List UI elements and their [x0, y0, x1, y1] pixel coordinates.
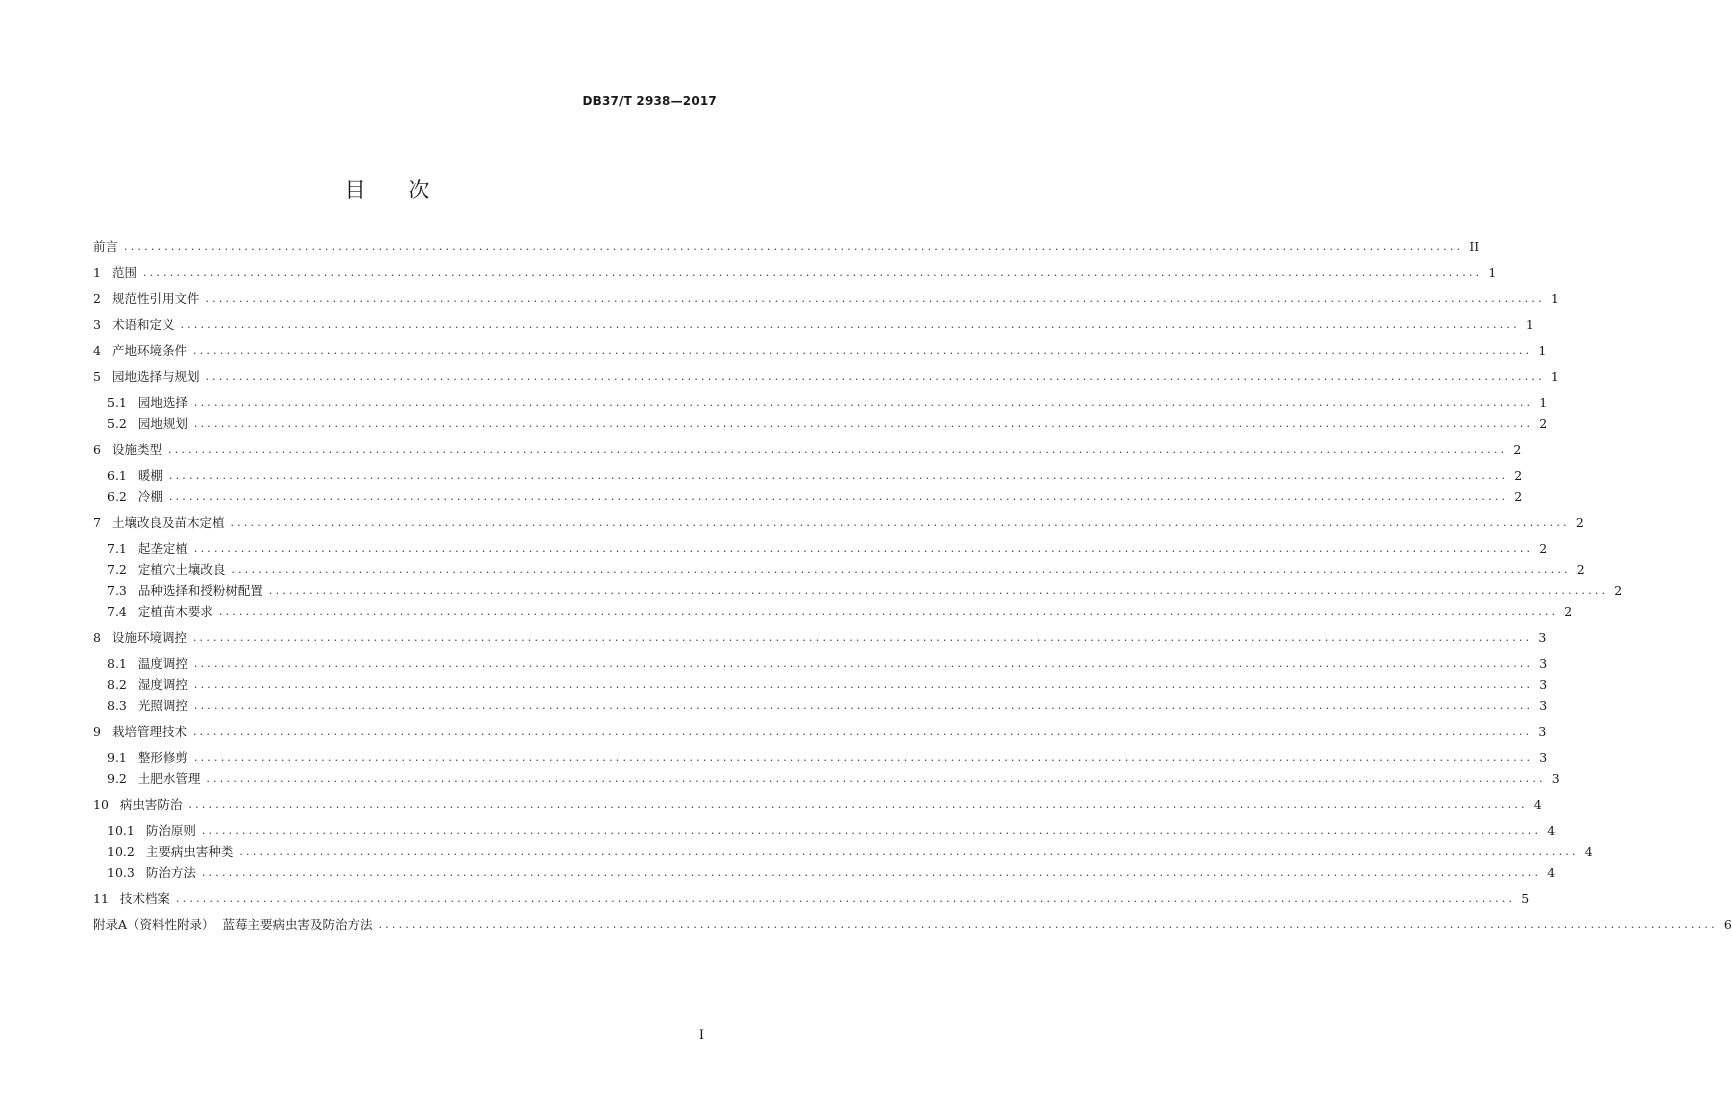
toc-entry[interactable] [93, 889, 1530, 909]
toc-entry-title: 病虫害防治 [119, 797, 183, 812]
toc-entry-number: 7 [93, 515, 101, 530]
toc-entry-page: 1 [1550, 291, 1559, 306]
toc-entry-title: 园地规划 [137, 416, 188, 431]
toc-entry-title: 冷棚 [137, 489, 163, 504]
toc-entry-title: 光照调控 [137, 698, 188, 713]
toc-entry-number: 10 [93, 797, 109, 812]
toc-dot-leader: ........................................................................................................................................................................................................ [205, 370, 1545, 383]
toc-entry-page: 2 [1576, 562, 1585, 577]
toc-dot-leader: ........................................................................................................................................................................................................ [193, 396, 1534, 409]
toc-entry[interactable] [93, 289, 1559, 309]
toc-entry-number: 9.1 [107, 750, 127, 765]
toc-entry-number: 8.2 [107, 677, 127, 692]
toc-dot-leader: ........................................................................................................................................................................................................ [230, 516, 1570, 529]
toc-entry-title: 附录A（资料性附录） 蓝莓主要病虫害及防治方法 [93, 917, 373, 932]
toc-entry[interactable] [107, 560, 1585, 580]
toc-dot-leader: ........................................................................................................................................................................................................ [175, 892, 1516, 905]
toc-dot-leader: ........................................................................................................................................................................................................ [193, 678, 1534, 691]
toc-entry-page: 4 [1547, 865, 1556, 880]
toc-entry[interactable] [93, 440, 1522, 460]
toc-entry-number: 5.1 [107, 395, 127, 410]
toc-entry-number: 8 [93, 630, 101, 645]
toc-entry-page: 1 [1550, 369, 1559, 384]
toc-entry-title: 园地选择与规划 [111, 369, 200, 384]
toc-dot-leader: ........................................................................................................................................................................................................ [201, 824, 1542, 837]
toc-entry[interactable] [107, 602, 1573, 622]
toc-entry-title: 主要病虫害种类 [145, 844, 234, 859]
toc-entry-title: 防治方法 [145, 865, 196, 880]
toc-entry[interactable] [107, 863, 1556, 883]
toc-dot-leader: ........................................................................................................................................................................................................ [142, 266, 1483, 279]
toc-entry-page: 3 [1539, 750, 1548, 765]
toc-entry[interactable] [107, 654, 1548, 674]
toc-entry-page: 3 [1551, 771, 1560, 786]
toc-entry-title: 定植苗木要求 [137, 604, 213, 619]
toc-entry[interactable] [93, 315, 1534, 335]
toc-entry-page: 3 [1538, 724, 1547, 739]
toc-entry-title: 湿度调控 [137, 677, 188, 692]
toc-dot-leader: ........................................................................................................................................................................................................ [201, 866, 1542, 879]
toc-entry-page: 3 [1538, 630, 1547, 645]
toc-dot-leader: ........................................................................................................................................................................................................ [193, 657, 1534, 670]
toc-entry[interactable] [93, 513, 1584, 533]
toc-entry-page: 3 [1539, 656, 1548, 671]
toc-entry-page: 4 [1533, 797, 1542, 812]
toc-entry-number: 9.2 [107, 771, 127, 786]
toc-entry-page: 2 [1514, 468, 1523, 483]
toc-entry-title: 栽培管理技术 [111, 724, 187, 739]
toc-entry-number: 5 [93, 369, 101, 384]
toc-entry-title: 土壤改良及苗木定植 [111, 515, 225, 530]
toc-entry-page: II [1469, 239, 1480, 254]
toc-entry-number: 7.4 [107, 604, 127, 619]
toc-entry[interactable] [107, 769, 1560, 789]
toc-entry-number: 10.3 [107, 865, 135, 880]
toc-entry-page: 2 [1539, 416, 1548, 431]
toc-entry[interactable] [93, 795, 1542, 815]
toc-entry-page: 1 [1539, 395, 1548, 410]
toc-dot-leader: ........................................................................................................................................................................................................ [180, 318, 1520, 331]
page-title: 目 次 [344, 178, 448, 202]
toc-entry[interactable] [93, 263, 1497, 283]
toc-dot-leader: ........................................................................................................................................................................................................ [193, 699, 1534, 712]
toc-dot-leader: ........................................................................................................................................................................................................ [192, 725, 1533, 738]
toc-entry-title: 定植穴土壤改良 [137, 562, 226, 577]
toc-dot-leader: ........................................................................................................................................................................................................ [205, 292, 1545, 305]
toc-entry-page: 1 [1488, 265, 1497, 280]
toc-entry-number: 10.1 [107, 823, 135, 838]
toc-entry-number: 4 [93, 343, 101, 358]
toc-entry-page: 1 [1525, 317, 1534, 332]
toc-entry-page: 2 [1564, 604, 1573, 619]
toc-entry-title: 暖棚 [137, 468, 163, 483]
toc-entry-number: 8.1 [107, 656, 127, 671]
toc-entry-title: 防治原则 [145, 823, 196, 838]
standard-code: DB37/T 2938—2017 [582, 94, 717, 108]
toc-entry[interactable] [107, 539, 1548, 559]
toc-dot-leader: ........................................................................................................................................................................................................ [124, 240, 1464, 253]
toc-dot-leader: ........................................................................................................................................................................................................ [378, 918, 1718, 931]
toc-entry-title: 温度调控 [137, 656, 188, 671]
toc-entry-title: 规范性引用文件 [111, 291, 200, 306]
toc-dot-leader: ........................................................................................................................................................................................................ [167, 443, 1508, 456]
toc-dot-leader: ........................................................................................................................................................................................................ [188, 798, 1528, 811]
toc-entry-page: 3 [1539, 698, 1548, 713]
toc-dot-leader: ........................................................................................................................................................................................................ [193, 542, 1534, 555]
toc-entry[interactable] [107, 842, 1593, 862]
toc-entry-title: 前言 [93, 239, 119, 254]
toc-entry-number: 7.2 [107, 562, 127, 577]
toc-entry-title: 品种选择和授粉树配置 [137, 583, 263, 598]
toc-entry-number: 7.1 [107, 541, 127, 556]
toc-entry-number: 6 [93, 442, 101, 457]
toc-entry-title: 起垄定植 [137, 541, 188, 556]
toc-entry[interactable] [107, 675, 1548, 695]
toc-entry[interactable] [107, 821, 1556, 841]
toc-entry-page: 3 [1539, 677, 1548, 692]
toc-entry-title: 技术档案 [119, 891, 170, 906]
toc-entry[interactable] [107, 581, 1623, 601]
toc-entry-number: 6.2 [107, 489, 127, 504]
toc-dot-leader: ........................................................................................................................................................................................................ [268, 584, 1609, 597]
toc-entry-page: 2 [1514, 489, 1523, 504]
toc-entry-title: 术语和定义 [111, 317, 175, 332]
toc-entry-page: 2 [1539, 541, 1548, 556]
toc-dot-leader: ........................................................................................................................................................................................................ [192, 344, 1533, 357]
toc-entry[interactable] [107, 487, 1523, 507]
toc-dot-leader: ........................................................................................................................................................................................................ [193, 417, 1534, 430]
toc-entry-page: 2 [1614, 583, 1623, 598]
toc-entry-page: 4 [1584, 844, 1593, 859]
toc-entry-number: 3 [93, 317, 101, 332]
toc-dot-leader: ........................................................................................................................................................................................................ [193, 751, 1534, 764]
toc-entry-number: 5.2 [107, 416, 127, 431]
toc-entry-page: 4 [1547, 823, 1556, 838]
toc-entry[interactable] [107, 393, 1548, 413]
toc-dot-leader: ........................................................................................................................................................................................................ [168, 469, 1509, 482]
toc-entry-title: 设施环境调控 [111, 630, 187, 645]
toc-entry[interactable] [93, 341, 1547, 361]
toc-dot-leader: ........................................................................................................................................................................................................ [192, 631, 1533, 644]
toc-entry-page: 6 [1723, 917, 1732, 932]
toc-entry-number: 9 [93, 724, 101, 739]
toc-entry-number: 7.3 [107, 583, 127, 598]
toc-entry-title: 设施类型 [111, 442, 162, 457]
toc-entry-number: 10.2 [107, 844, 135, 859]
toc-entry[interactable] [93, 237, 1480, 257]
toc-dot-leader: ........................................................................................................................................................................................................ [206, 772, 1546, 785]
toc-entry-title: 整形修剪 [137, 750, 188, 765]
toc-dot-leader: ........................................................................................................................................................................................................ [168, 490, 1509, 503]
toc-entry-title: 产地环境条件 [111, 343, 187, 358]
toc-entry-number: 8.3 [107, 698, 127, 713]
toc-entry[interactable] [107, 466, 1523, 486]
toc-entry[interactable] [107, 414, 1548, 434]
toc-entry[interactable] [93, 367, 1559, 387]
toc-entry[interactable] [93, 722, 1547, 742]
toc-entry-number: 2 [93, 291, 101, 306]
toc-dot-leader: ........................................................................................................................................................................................................ [239, 845, 1579, 858]
toc-entry[interactable] [93, 915, 1732, 935]
toc-entry-page: 2 [1513, 442, 1522, 457]
toc-entry-number: 1 [93, 265, 101, 280]
toc-entry-page: 5 [1521, 891, 1530, 906]
toc-entry-number: 6.1 [107, 468, 127, 483]
toc-entry-title: 土肥水管理 [137, 771, 201, 786]
toc-entry-page: 1 [1538, 343, 1547, 358]
toc-dot-leader: ........................................................................................................................................................................................................ [218, 605, 1559, 618]
toc-dot-leader: ........................................................................................................................................................................................................ [231, 563, 1571, 576]
toc-entry-title: 园地选择 [137, 395, 188, 410]
toc-entry[interactable] [107, 696, 1548, 716]
toc-entry[interactable] [93, 628, 1547, 648]
toc-entry[interactable] [107, 748, 1548, 768]
toc-entry-number: 11 [93, 891, 109, 906]
page-number: I [698, 1028, 704, 1043]
toc-entry-page: 2 [1575, 515, 1584, 530]
toc-entry-title: 范围 [111, 265, 137, 280]
